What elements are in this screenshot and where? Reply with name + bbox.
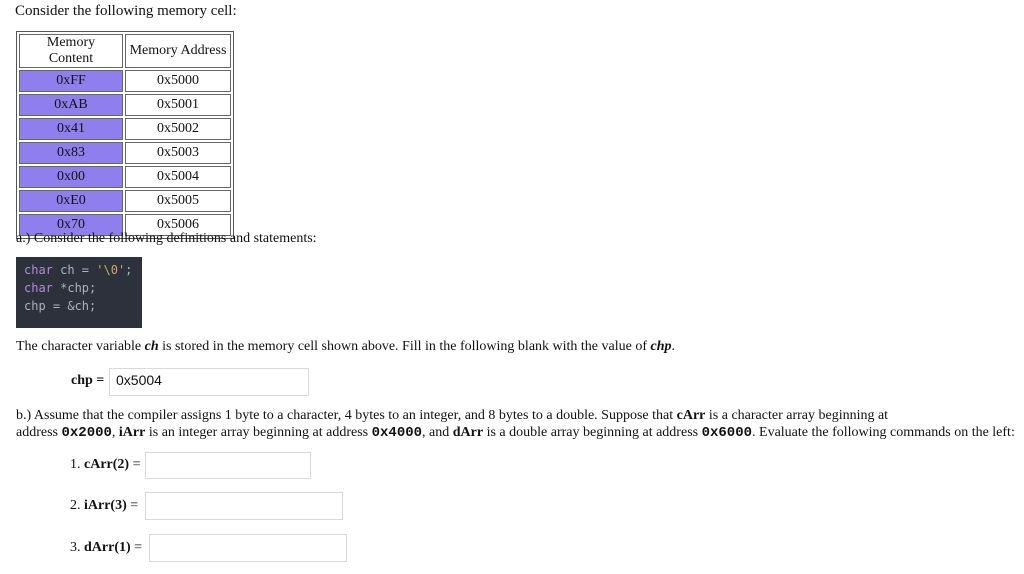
table-row [19,190,231,212]
code-block [16,257,142,328]
para-text: is an integer array beginning at address [145,425,372,440]
code-text: ch = [52,263,97,277]
question-2-label [70,498,138,514]
table-row [19,166,231,188]
address-4000: 0x4000 [371,425,423,441]
memory-address-cell: 0x5001 [125,94,231,116]
para-text: . Evaluate the following commands on the left: [752,425,1015,440]
question-1-label [70,457,140,473]
memory-content-cell: 0x83 [19,142,123,164]
memory-content-cell: 0xE0 [19,190,123,212]
code-keyword: char [24,281,53,295]
memory-address-cell: 0x5006 [125,214,231,236]
memory-address-cell: 0x5002 [125,118,231,140]
code-keyword: char [24,263,53,277]
item-equals: = [130,540,143,555]
item-equals: = [126,498,139,513]
para-text: . [671,339,675,354]
chp-answer-field[interactable]: 0x5004 [109,368,309,396]
header-memory-content: Memory Content [19,34,123,68]
para-text: is a double array beginning at address [483,425,702,440]
para-text: is a character array beginning at [705,408,889,423]
memory-content-cell: 0xFF [19,70,123,92]
table-row [19,142,231,164]
var-darr: dArr [452,425,484,440]
memory-address-cell: 0x5004 [125,166,231,188]
address-2000: 0x2000 [61,425,112,441]
item-number: 1. [70,457,84,472]
memory-address-cell: 0x5000 [125,70,231,92]
intro-text: Consider the following memory cell: [15,3,237,19]
item-equals: = [129,457,141,472]
table-row [19,118,231,140]
iarr-answer-field[interactable] [145,492,343,520]
para-text: b.) Assume that the compiler assigns 1 byte to a character, 4 bytes to an integer, and 8 bytes to a double. Suppose that [16,408,677,423]
memory-content-cell: 0xAB [19,94,123,116]
item-expression: dArr(1) [84,540,131,555]
table-row [19,94,231,116]
item-expression: iArr(3) [84,498,127,513]
chp-label-text: chp = [71,373,105,388]
chp-label [71,373,104,389]
var-chp: chp [650,339,672,354]
para-text: is stored in the memory cell shown above. Fill in the following blank with the value of [158,339,651,354]
code-text: chp = &ch; [24,299,97,313]
memory-address-cell: 0x5005 [125,190,231,212]
memory-content-cell: 0x00 [19,166,123,188]
header-memory-address: Memory Address [125,34,231,68]
item-number: 2. [70,498,84,513]
para-text: The character variable [16,339,145,354]
para-text: , and [422,425,453,440]
table-header-row [19,34,231,68]
memory-address-cell: 0x5003 [125,142,231,164]
darr-answer-field[interactable] [149,534,347,562]
code-text: ; [125,263,133,277]
table-row [19,70,231,92]
address-6000: 0x6000 [701,425,753,441]
part-b-paragraph [16,407,1016,442]
memory-content-cell: 0x70 [19,214,123,236]
memory-content-cell: 0x41 [19,118,123,140]
item-number: 3. [70,540,84,555]
code-string: '\0' [96,263,126,277]
question-3-label [70,540,142,556]
part-a-paragraph [16,339,675,355]
var-carr: cArr [676,408,706,423]
para-text: , [111,425,119,440]
code-text: *chp; [52,281,97,295]
item-expression: cArr(2) [84,457,130,472]
var-ch: ch [144,339,159,354]
memory-table [16,31,234,239]
var-iarr: iArr [118,425,146,440]
part-a-prompt: a.) Consider the following definitions and statements: [16,231,317,246]
para-text: address [16,425,62,440]
carr-answer-field[interactable] [145,452,311,479]
